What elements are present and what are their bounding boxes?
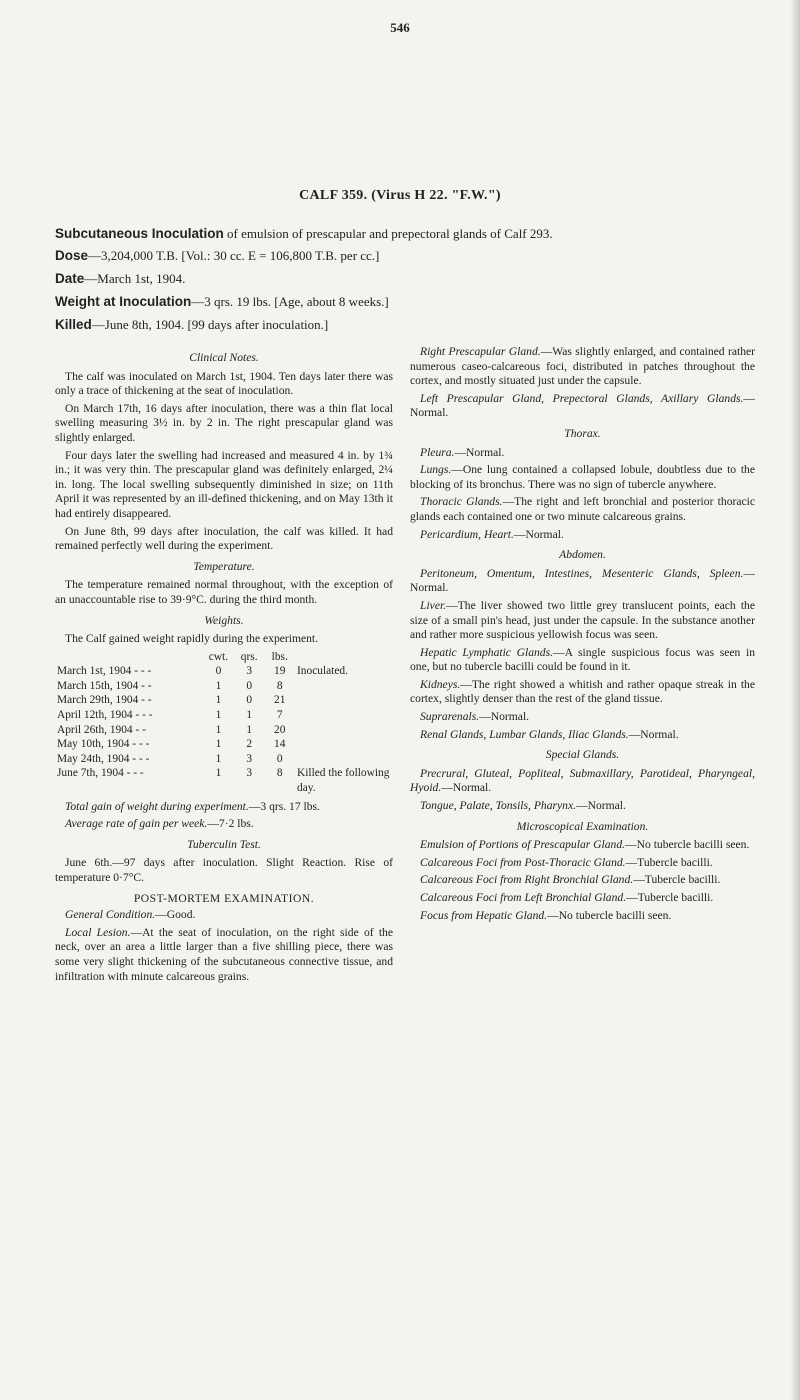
weight-cwt: 1 [215, 694, 222, 707]
thoracic-glands-label: Thoracic Glands. [420, 495, 503, 509]
weights-row [55, 679, 393, 694]
weight-date: March 29th, 1904 - - [57, 694, 152, 707]
average-gain-label: Average rate of gain per week. [65, 817, 208, 831]
peritoneum-text: —Normal. [410, 566, 755, 595]
clinical-notes-heading: Clinical Notes. [189, 351, 259, 364]
date-text: —March 1st, 1904. [84, 271, 186, 286]
weights-intro: The Calf gained weight rapidly during the experiment. [65, 632, 319, 646]
unit-cwt: cwt. [208, 650, 229, 663]
pericardium [410, 528, 755, 543]
local-lesion-label: Local Lesion. [65, 925, 131, 939]
liver [410, 599, 755, 643]
micro-finding-label: Calcareous Foci from Right Bronchial Gland. [420, 873, 634, 887]
micro-finding [410, 909, 755, 924]
peritoneum [410, 567, 755, 596]
pericardium-label: Pericardium, Heart. [420, 527, 514, 541]
weight-qrs: 1 [246, 709, 253, 722]
hepatic-glands-text: —A single suspicious focus was seen in one, but no tubercle bacilli could be found in it. [410, 645, 755, 674]
suprarenals-text: —Normal. [479, 710, 530, 724]
kidneys-label: Kidneys. [420, 677, 461, 691]
special-glands-heading: Special Glands. [545, 748, 620, 762]
total-gain [55, 800, 393, 815]
weights-row [55, 693, 393, 708]
precrural-glands [410, 767, 755, 796]
temperature-heading: Temperature. [193, 559, 255, 573]
killed-text: —June 8th, 1904. [99 days after inoculation.] [91, 317, 329, 332]
kidneys [410, 678, 755, 707]
weights-row [55, 737, 393, 752]
weight-lbs: 7 [276, 709, 283, 722]
peritoneum-label: Peritoneum, Omentum, Intestines, Mesenteric Glands, Spleen. [420, 566, 744, 580]
total-gain-value: —3 qrs. 17 lbs. [248, 799, 320, 813]
dose-lead: Dose [55, 248, 89, 263]
dose-line [55, 247, 775, 264]
micro-finding-text: —No tubercle bacilli seen. [625, 838, 750, 852]
precrural-glands-label: Precrural, Gluteal, Popliteal, Submaxillary, Parotideal, Pharyngeal, Hyoid. [410, 766, 755, 795]
thorax-heading: Thorax. [564, 426, 601, 440]
average-gain-value: —7·2 lbs. [207, 817, 254, 831]
weight-date: May 10th, 1904 - - - [57, 738, 150, 751]
local-lesion-text: —At the seat of inoculation, on the right side of the neck, over an area a little larger than a five shilling piece, there was some very slight thickening of the subcutaneous connective tissue, and infiltration with minute calcareous grains. [55, 925, 393, 983]
general-condition-text: —Good. [155, 908, 196, 922]
inoculation-line [55, 225, 775, 242]
micro-finding-label: Focus from Hepatic Gland. [420, 908, 548, 922]
left-column [55, 345, 393, 987]
inoculation-lead: Subcutaneous Inoculation [55, 226, 224, 241]
total-gain-label: Total gain of weight during experiment. [65, 799, 249, 813]
weight-cwt: 1 [215, 679, 222, 692]
inoculation-text: of emulsion of prescapular and prepectoral glands of Calf 293. [223, 226, 553, 241]
weight-note [295, 723, 393, 738]
tongue-label: Tongue, Palate, Tonsils, Pharynx. [420, 799, 576, 813]
weight-date: June 7th, 1904 - - - [57, 767, 144, 780]
liver-text: —The liver showed two little grey translucent points, each the size of a small pin's head, just under the capsule. In the substance another and rather more suspicious yellowish focus was seen. [410, 598, 755, 642]
page-number: 546 [390, 20, 410, 35]
weight-lbs: 14 [274, 738, 286, 751]
tongue [410, 799, 755, 814]
right-prescapular [410, 345, 755, 389]
general-condition-label: General Condition. [65, 908, 156, 922]
weights-row [55, 723, 393, 738]
weights-row [55, 752, 393, 767]
weights-row [55, 766, 393, 795]
micro-finding [410, 873, 755, 888]
pleura [410, 446, 755, 461]
renal-glands-text: —Normal. [628, 727, 679, 741]
killed-lead: Killed [55, 317, 92, 332]
weight-note [295, 708, 393, 723]
weight-lead: Weight at Inoculation [55, 294, 192, 309]
weight-date: March 1st, 1904 - - - [57, 665, 152, 678]
weight-qrs: 3 [246, 767, 253, 780]
unit-qrs: qrs. [240, 650, 258, 663]
pleura-label: Pleura. [420, 445, 455, 459]
weights-table [55, 650, 393, 796]
weights-row [55, 708, 393, 723]
micro-finding-label: Emulsion of Portions of Prescapular Gland. [420, 838, 626, 852]
micro-finding-text: —Tubercle bacilli. [626, 891, 714, 904]
weight-cwt: 1 [215, 738, 222, 751]
weight-line [55, 293, 775, 310]
weights-heading: Weights. [204, 613, 244, 627]
micro-finding [410, 891, 755, 906]
weight-cwt: 1 [215, 752, 222, 765]
lungs-label: Lungs. [420, 463, 452, 477]
weight-date: April 12th, 1904 - - - [57, 709, 153, 722]
weight-note [295, 679, 393, 694]
weight-lbs: 8 [276, 679, 283, 692]
pleura-text: —Normal. [454, 445, 505, 459]
abdomen-heading: Abdomen. [559, 548, 606, 562]
weight-cwt: 1 [215, 723, 222, 736]
weight-note [295, 752, 393, 767]
lungs [410, 463, 755, 492]
weight-text: —3 qrs. 19 lbs. [Age, about 8 weeks.] [191, 294, 389, 309]
weight-date: May 24th, 1904 - - - [57, 752, 150, 765]
micro-finding-label: Calcareous Foci from Post-Thoracic Gland. [420, 855, 626, 869]
weight-qrs: 2 [246, 738, 253, 751]
clinical-paragraph-4: On June 8th, 99 days after inoculation, the calf was killed. It had remained perfectly well during the experiment. [55, 524, 393, 553]
tuberculin-paragraph: June 6th.—97 days after inoculation. Slight Reaction. Rise of temperature 0·7°C. [55, 856, 393, 884]
weight-qrs: 1 [246, 723, 253, 736]
precrural-glands-text: —Normal. [441, 781, 492, 795]
average-gain [55, 817, 393, 832]
date-lead: Date [55, 271, 85, 286]
clinical-paragraph-3: Four days later the swelling had increased and measured 4 in. by 1¾ in.; it was very thin. The prescapular gland was definitely enlarged, 2¼ in. long. The local swelling subsequently diminished in size; on 11th April it was represented by an ill-defined thickening, and on May 13th it had entirely disappeared. [55, 448, 393, 520]
page-title: CALF 359. (Virus H 22. "F.W.") [299, 188, 501, 203]
weight-note [295, 737, 393, 752]
postmortem-heading: POST-MORTEM EXAMINATION. [133, 891, 315, 905]
weight-lbs: 21 [274, 694, 286, 707]
tongue-text: —Normal. [576, 799, 626, 813]
weight-qrs: 0 [246, 694, 253, 707]
suprarenals-label: Suprarenals. [420, 710, 480, 724]
suprarenals [410, 710, 755, 725]
clinical-paragraph-2: On March 17th, 16 days after inoculation, there was a thin flat local swelling measuring 3½ in. by 2 in. The right prescapular gland was slightly enlarged. [55, 401, 393, 444]
micro-finding-label: Calcareous Foci from Left Bronchial Gland. [420, 891, 627, 904]
weight-date: March 15th, 1904 - - [57, 679, 152, 692]
renal-glands [410, 728, 755, 743]
general-condition [55, 908, 393, 923]
temperature-paragraph: The temperature remained normal throughout, with the exception of an unaccountable rise to 39·9°C. during the third month. [55, 578, 393, 606]
weight-cwt: 0 [215, 665, 222, 678]
micro-finding [410, 856, 755, 871]
pericardium-text: —Normal. [513, 527, 564, 541]
liver-label: Liver. [420, 598, 447, 612]
weight-qrs: 3 [246, 752, 253, 765]
local-lesion [55, 926, 393, 984]
renal-glands-label: Renal Glands, Lumbar Glands, Iliac Glands. [420, 727, 629, 741]
page-edge-shadow [790, 0, 800, 1400]
weight-date: April 26th, 1904 - - [57, 723, 146, 736]
weights-row [55, 664, 393, 679]
right-column [410, 345, 755, 926]
thoracic-glands [410, 495, 755, 524]
left-prescapular-label: Left Prescapular Gland, Prepectoral Glands, Axillary Glands. [420, 391, 744, 405]
weight-qrs: 3 [246, 665, 253, 678]
micro-finding [410, 838, 755, 853]
tuberculin-heading: Tuberculin Test. [187, 837, 261, 851]
dose-text: —3,204,000 T.B. [Vol.: 30 cc. E = 106,800 T.B. per cc.] [88, 248, 380, 263]
weight-qrs: 0 [246, 679, 253, 692]
micro-finding-text: —Tubercle bacilli. [633, 873, 721, 887]
weight-lbs: 8 [276, 767, 283, 780]
weight-lbs: 19 [274, 665, 286, 678]
unit-lbs: lbs. [271, 650, 288, 663]
date-line [55, 270, 775, 287]
left-prescapular [410, 392, 755, 421]
weight-lbs: 0 [276, 752, 283, 765]
lungs-text: —One lung contained a collapsed lobule, doubtless due to the blocking of its bronchus. There was no sign of tubercle anywhere. [410, 463, 755, 491]
micro-finding-text: —No tubercle bacilli seen. [547, 908, 672, 922]
weights-units-row [55, 650, 393, 665]
microscopical-heading: Microscopical Examination. [516, 819, 649, 833]
weight-note: Inoculated. [297, 665, 348, 678]
weight-note: Killed the following day. [297, 767, 390, 795]
thoracic-glands-text: —The right and left bronchial and posterior thoracic glands each contained one or two minute calcareous grains. [410, 495, 756, 523]
left-prescapular-text: —Normal. [410, 391, 755, 420]
weight-note [295, 693, 393, 708]
killed-line [55, 316, 775, 333]
hepatic-glands [410, 646, 755, 675]
hepatic-glands-label: Hepatic Lymphatic Glands. [420, 645, 553, 659]
clinical-paragraph-1: The calf was inoculated on March 1st, 1904. Ten days later there was only a trace of thickening at the seat of inoculation. [55, 369, 393, 398]
weight-cwt: 1 [215, 709, 222, 722]
micro-finding-text: —Tubercle bacilli. [625, 855, 713, 869]
right-prescapular-text: —Was slightly enlarged, and contained rather numerous caseo-calcareous foci, distributed in patches throughout the cortex, and mostly situated just under the capsule. [410, 345, 755, 388]
right-prescapular-label: Right Prescapular Gland. [420, 345, 541, 358]
weight-lbs: 20 [274, 723, 286, 736]
weight-cwt: 1 [215, 767, 222, 780]
kidneys-text: —The right showed a whitish and rather opaque streak in the cortex, slightly denser than the rest of the gland tissue. [410, 677, 755, 706]
